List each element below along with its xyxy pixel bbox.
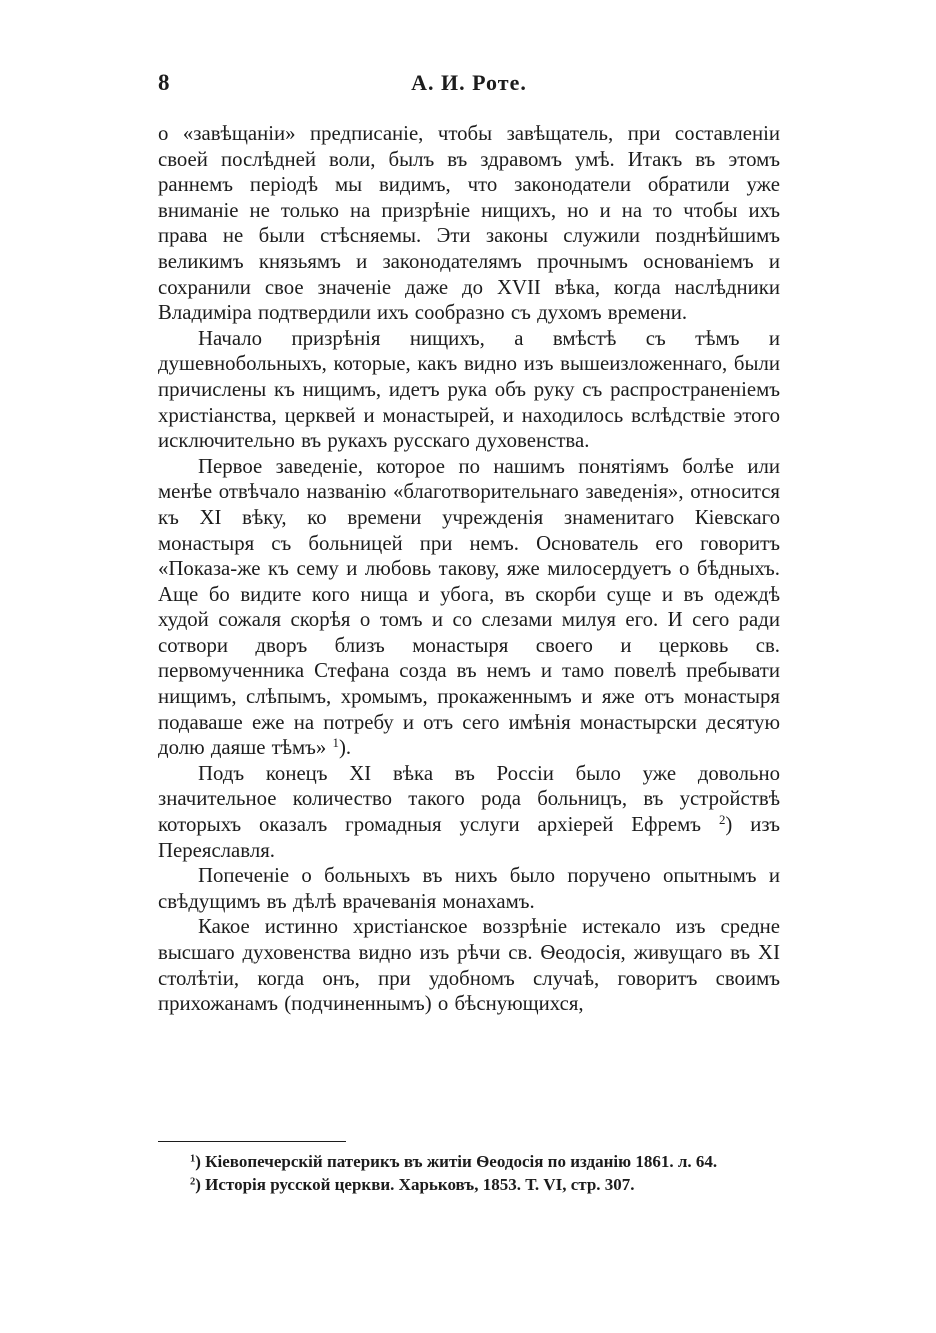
footnotes bbox=[158, 1150, 780, 1196]
footnote-divider bbox=[158, 1141, 346, 1142]
page-number: 8 bbox=[158, 70, 170, 95]
paragraph: Первое заведеніе, которое по нашимъ понятіямъ болѣе или менѣе отвѣчало названію «благотворительнаго заведенія», относится къ XI вѣку, ко времени учрежденія знаменитаго Кіевскаго монастыря съ больницей при немъ. Основатель его говоритъ «Показа-же къ сему и любовь такову, яже милосердуетъ о бѣдныхъ. Аще бо видите кого нища и убога, въ скорби суще и въ одеждѣ худой сожаля скорѣя о томъ и со слезами милуя его. И сего ради сотвори дворъ близъ монастыря своего и церковь св. первомученника Стефана созда въ немъ и тамо повелѣ пребывати нищимъ, слѣпымъ, хромымъ, прокаженнымъ и яже отъ монастыря подаваше еже на потребу и отъ сего имѣнія монастырски десятую долю даяше тѣмъ» $^1$). bbox=[158, 454, 780, 760]
paragraph: Какое истинно христіанское воззрѣніе истекало изъ средне высшаго духовенства видно изъ рѣчи св. Ѳеодосія, живущаго въ XI столѣтіи, когда онъ, при удобномъ случаѣ, говоритъ своимъ прихожанамъ (подчиненнымъ) о бѣснующихся, bbox=[158, 915, 780, 1016]
paragraph: Подъ конецъ XI вѣка въ Россіи было уже довольно значительное количество такого рода больницъ, въ устройствѣ которыхъ оказалъ громадныя услуги архіерей Ефремъ $^2$) изъ Переяславля. bbox=[158, 761, 780, 862]
page-header bbox=[158, 70, 780, 104]
footnote-mark: 2 bbox=[190, 1176, 196, 1188]
footnote: $^2$) Исторія русской церкви. Харьковъ, 1853. Т. VI, стр. 307. bbox=[190, 1175, 635, 1194]
footnote: $^1$) Кіевопечерскій патерикъ въ житіи Ѳеодосія по изданію 1861. л. 64. bbox=[190, 1152, 718, 1171]
footnote-ref: 2 bbox=[718, 812, 726, 827]
running-head: А. И. Роте. bbox=[411, 70, 527, 95]
footnote-mark: 1 bbox=[190, 1153, 196, 1165]
paragraph: Попеченіе о больныхъ въ нихъ было поручено опытнымъ и свѣдущимъ въ дѣлѣ врачеванія монахамъ. bbox=[158, 864, 780, 913]
footnote-ref: 1 bbox=[332, 736, 339, 751]
paragraph: Начало призрѣнія нищихъ, а вмѣстѣ съ тѣмъ и душевнобольныхъ, которые, какъ видно изъ вышеизложеннаго, были причислены къ нищимъ, идетъ рука объ руку съ распространеніемъ христіанства, церквей и монастырей, и находилось вслѣдствіе этого исключительно въ рукахъ русскаго духовенства. bbox=[158, 326, 780, 453]
body-text bbox=[158, 121, 780, 1017]
paragraph: о «завѣщаніи» предписаніе, чтобы завѣщатель, при составленіи своей послѣдней воли, былъ въ здравомъ умѣ. Итакъ въ этомъ раннемъ періодѣ мы видимъ, что законодатели обратили уже вниманіе не только на призрѣніе нищихъ, но и на то чтобы ихъ права не были стѣсняемы. Эти законы служили позднѣйшимъ великимъ князьямъ и законодателямъ прочнымъ основаніемъ и сохранили свое значеніе даже до XVII вѣка, когда наслѣдники Владиміра подтвердили ихъ сообразно съ духомъ времени. bbox=[158, 122, 780, 325]
